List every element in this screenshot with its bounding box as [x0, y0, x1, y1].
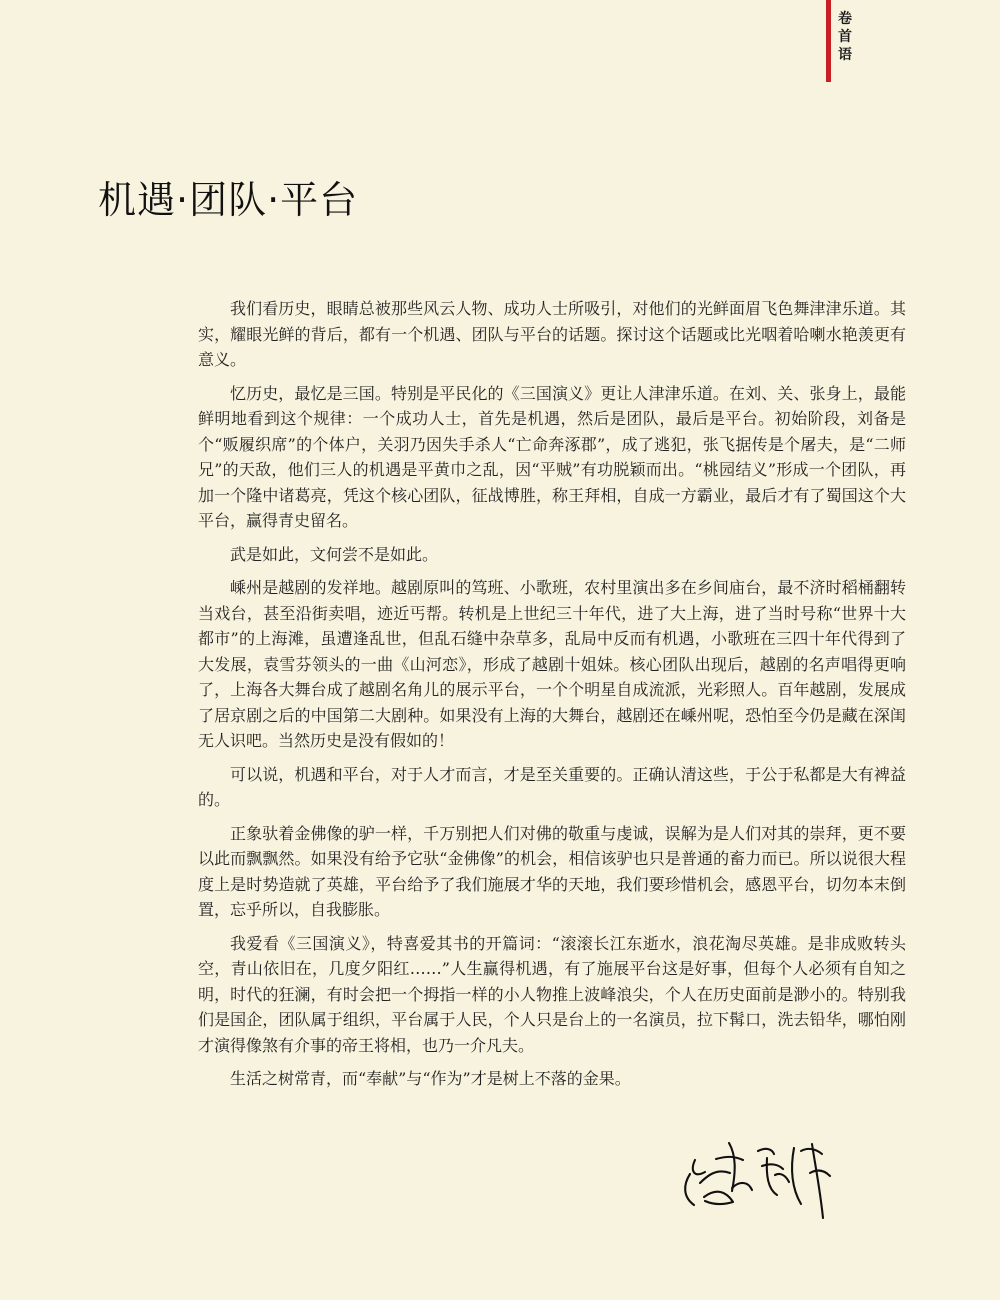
article-title: 机遇·团队·平台: [98, 178, 359, 222]
article-body: [198, 296, 906, 1100]
article-paragraph-7: 我爱看《三国演义》，特喜爱其书的开篇词：“滚滚长江东逝水，浪花淘尽英雄。是非成败转头空，青山依旧在，几度夕阳红……”人生赢得机遇，有了施展平台这是好事，但每个人必须有自知之明，时代的狂澜，有时会把一个拇指一样的小人物推上波峰浪尖，个人在历史面前是渺小的。特别我们是国企，团队属于组织，平台属于人民，个人只是台上的一名演员，拉下髯口，洗去铅华，哪怕刚才演得像煞有介事的帝王将相，也乃一介凡夫。: [198, 933, 906, 1055]
section-label: 卷首语: [838, 11, 852, 63]
section-tag: [826, 0, 860, 82]
section-red-bar: [826, 0, 831, 82]
article-paragraph-8: 生活之树常青，而“奉献”与“作为”才是树上不落的金果。: [230, 1069, 631, 1088]
article-paragraph-2: 忆历史，最忆是三国。特别是平民化的《三国演义》更让人津津乐道。在刘、关、张身上，最能鲜明地看到这个规律：一个成功人士，首先是机遇，然后是团队，最后是平台。初始阶段，刘备是个“贩履织席”的个体户，关羽乃因失手杀人“亡命奔涿郡”，成了逃犯，张飞据传是个屠夫，是“二师兄”的天敌，他们三人的机遇是平黄巾之乱，因“平贼”有功脱颖而出。“桃园结义”形成一个团队，再加一个隆中诸葛亮，凭这个核心团队，征战博胜，称王拜相，自成一方霸业，最后才有了蜀国这个大平台，赢得青史留名。: [198, 383, 906, 530]
article-paragraph-3: 武是如此，文何尝不是如此。: [230, 544, 439, 564]
signature-icon: [676, 1118, 846, 1233]
article-paragraph-4: 嵊州是越剧的发祥地。越剧原叫的笃班、小歌班，农村里演出多在乡间庙台，最不济时稻桶翻转当戏台，甚至沿街卖唱，迹近丐帮。转机是上世纪三十年代，进了大上海，进了当时号称“世界十大都市”的上海滩，虽遭逢乱世，但乱石缝中杂草多，乱局中反而有机遇，小歌班在三四十年代得到了大发展，袁雪芬领头的一曲《山河恋》，形成了越剧十姐妹。核心团队出现后，越剧的名声唱得更响了，上海各大舞台成了越剧名角儿的展示平台，一个个明星自成流派，光彩照人。百年越剧，发展成了居京剧之后的中国第二大剧种。如果没有上海的大舞台，越剧还在嵊州呢，恐怕至今仍是藏在深闺无人识吧。当然历史是没有假如的！: [198, 578, 906, 750]
article-paragraph-6: 正象驮着金佛像的驴一样，千万别把人们对佛的敬重与虔诚，误解为是人们对其的崇拜，更不要以此而飘飘然。如果没有给予它驮“金佛像”的机会，相信该驴也只是普通的畜力而已。所以说很大程度上是时势造就了英雄，平台给予了我们施展才华的天地，我们要珍惜机会，感恩平台，切勿本末倒置，忘乎所以，自我膨胀。: [198, 823, 906, 919]
article-paragraph-5: 可以说，机遇和平台，对于人才而言，才是至关重要的。正确认清这些，于公于私都是大有裨益的。: [198, 764, 906, 809]
article-paragraph-1: 我们看历史，眼睛总被那些风云人物、成功人士所吸引，对他们的光鲜面眉飞色舞津津乐道。其实，耀眼光鲜的背后，都有一个机遇、团队与平台的话题。探讨这个话题或比光咽着哈喇水艳羡更有意义。: [198, 299, 906, 369]
